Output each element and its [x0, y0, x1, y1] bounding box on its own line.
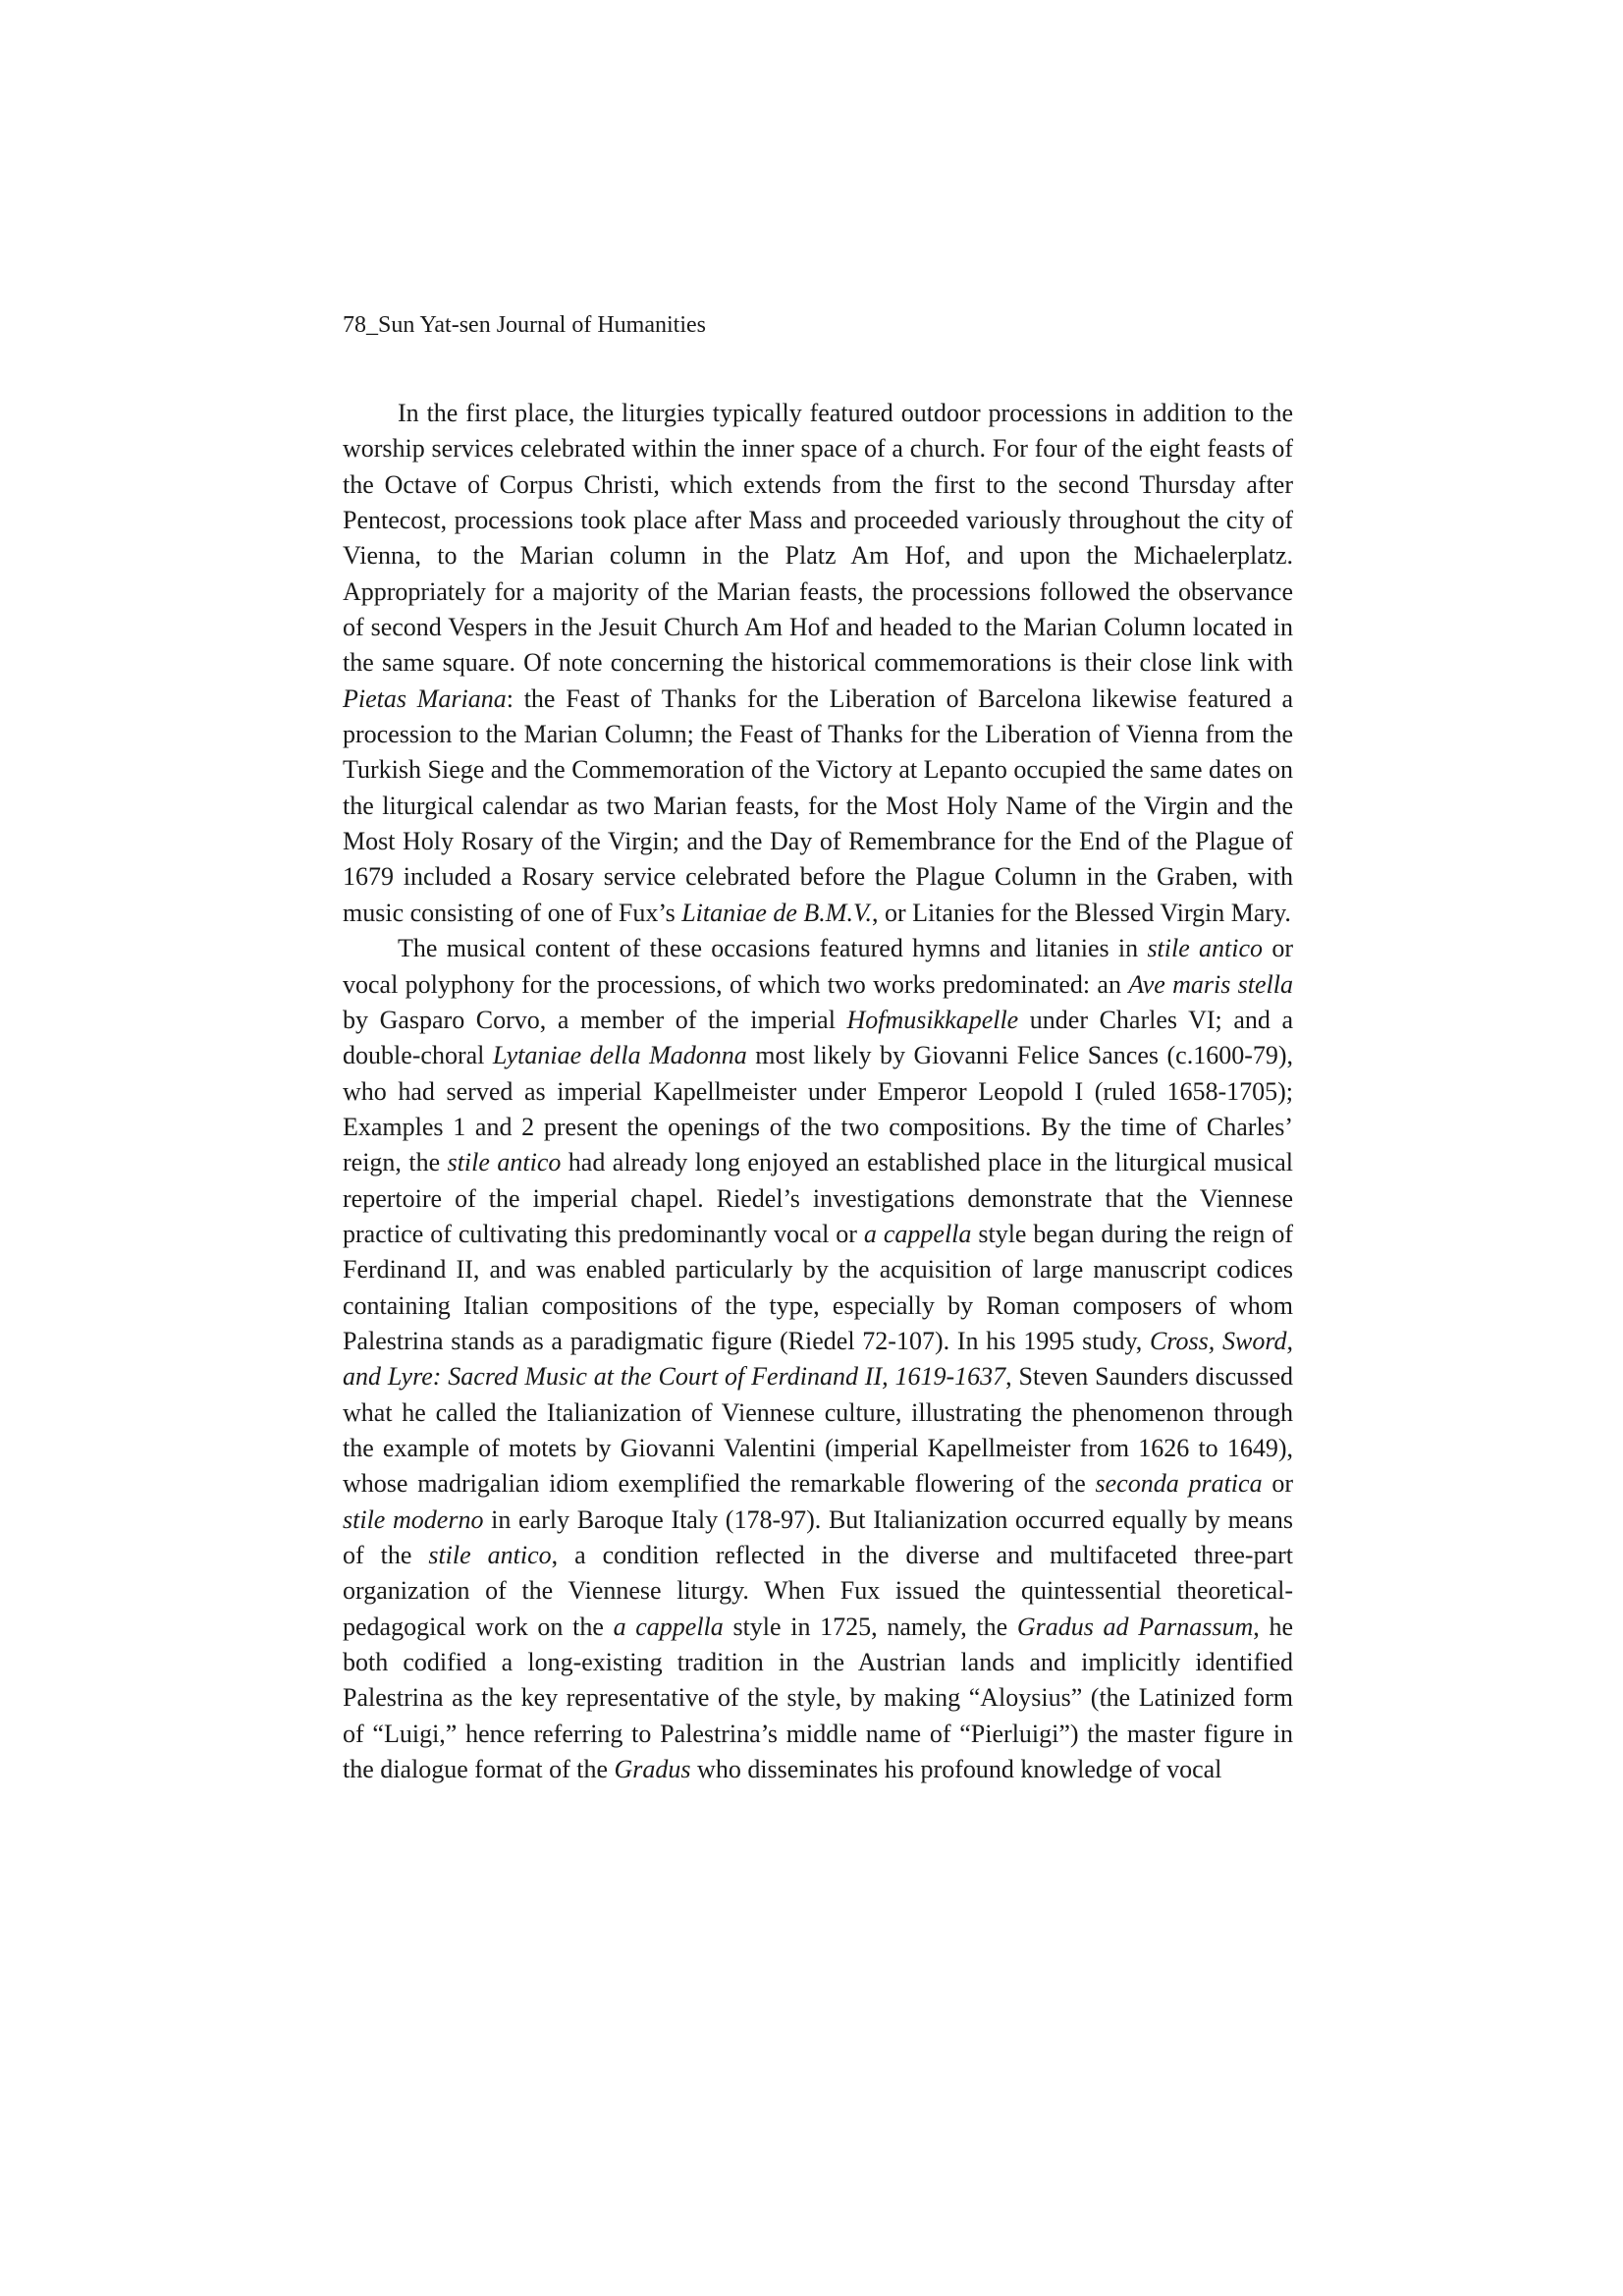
italic-text-run: a cappella: [863, 1219, 972, 1248]
text-run: style in 1725, namely, the: [723, 1612, 1017, 1641]
running-head: 78_Sun Yat-sen Journal of Humanities: [343, 312, 706, 338]
italic-text-run: Ave maris stella: [1128, 969, 1294, 999]
italic-text-run: seconda pratica: [1095, 1469, 1263, 1499]
text-run: , Steven Saunders discussed what he called the Italianization of Viennese culture, illustrating the phenomenon through the example of motets by Giovanni Valentini (imperial Kapellmeister from 1626 to 1649), whose madrigalian idiom exemplified the remarkable flowering of the: [343, 1362, 1293, 1499]
paragraph: [343, 931, 1293, 1787]
italic-text-run: Gradus: [614, 1755, 691, 1784]
italic-text-run: stile antico: [1147, 934, 1264, 963]
text-run: , or Litanies for the Blessed Virgin Mary.: [872, 898, 1291, 927]
italic-text-run: Pietas Mariana: [343, 683, 507, 713]
text-run: : the Feast of Thanks for the Liberation of Barcelona likewise featured a procession to the Marian Column; the Feast of Thanks for the Liberation of Vienna from the Turkish Siege and the Commemoration of the Victory at Lepanto occupied the same dates on the liturgical calendar as two Marian feasts, for the Most Holy Name of the Virgin and the Most Holy Rosary of the Virgin; and the Day of Remembrance for the End of the Plague of 1679 included a Rosary service celebrated before the Plague Column in the Graben, with music consisting of one of Fux’s: [343, 683, 1293, 927]
text-run: The musical content of these occasions featured hymns and litanies in: [398, 934, 1148, 963]
text-run: , he both codified a long-existing tradition in the Austrian lands and implicitly identified Palestrina as the key representative of the style, by making “Aloysius” (the Latinized form of “Luigi,” hence referring to Palestrina’s middle name of “Pierluigi”) the master figure in the dialogue format of the: [343, 1612, 1293, 1784]
italic-text-run: Hofmusikkapelle: [846, 1005, 1019, 1034]
text-run: or vocal polyphony for the processions, of which two works predominated: an: [343, 934, 1293, 999]
text-run: in early Baroque Italy (178-97). But Italianization occurred equally by means of the: [343, 1504, 1293, 1569]
paragraph: [343, 396, 1293, 931]
text-run: In the first place, the liturgies typically featured outdoor processions in addition to the worship services celebrated within the inner space of a church. For four of the eight feasts of the Octave of Corpus Christi, which extends from the first to the second Thursday after Pentecost, processions took place after Mass and proceeded variously throughout the city of Vienna, to the Marian column in the Platz Am Hof, and upon the Michaelerplatz. Appropriately for a majority of the Marian feasts, the processions followed the observance of second Vespers in the Jesuit Church Am Hof and headed to the Marian Column located in the same square. Of note concerning the historical commemorations is their close link with: [343, 399, 1293, 678]
italic-text-run: Gradus ad Parnassum: [1016, 1612, 1254, 1641]
text-run: who disseminates his profound knowledge of vocal: [690, 1755, 1222, 1784]
italic-text-run: stile moderno: [343, 1504, 484, 1534]
text-run: or: [1262, 1469, 1293, 1499]
italic-text-run: Lytaniae della Madonna: [492, 1041, 747, 1070]
italic-text-run: stile antico: [428, 1541, 552, 1569]
body-text: [343, 396, 1293, 1787]
text-run: style began during the reign of Ferdinand II, and was enabled particularly by the acquisition of large manuscript codices containing Italian compositions of the type, especially by Roman composers of whom Palestrina stands as a paradigmatic figure (Riedel 72-107). In his 1995 study,: [343, 1219, 1293, 1355]
text-run: had already long enjoyed an established place in the liturgical musical repertoire of the imperial chapel. Riedel’s investigations demonstrate that the Viennese practice of cultivating this predominantly vocal or: [343, 1148, 1293, 1248]
text-run: most likely by Giovanni Felice Sances (c.1600-79), who had served as imperial Kapellmeister under Emperor Leopold I (ruled 1658-1705); Examples 1 and 2 present the openings of the two compositions. By the time of Charles’ reign, the: [343, 1041, 1294, 1177]
text-run: under Charles VI; and a double-choral: [343, 1005, 1293, 1070]
italic-text-run: stile antico: [447, 1148, 562, 1177]
italic-text-run: Cross, Sword, and Lyre: Sacred Music at the Court of Ferdinand II, 1619-1637: [343, 1326, 1293, 1392]
text-run: by Gasparo Corvo, a member of the imperial: [343, 1005, 847, 1034]
italic-text-run: Litaniae de B.M.V.: [681, 898, 872, 927]
text-run: , a condition reflected in the diverse and multifaceted three-part organization of the Viennese liturgy. When Fux issued the quintessential theoretical-pedagogical work on the: [343, 1541, 1293, 1641]
italic-text-run: a cappella: [613, 1612, 724, 1641]
